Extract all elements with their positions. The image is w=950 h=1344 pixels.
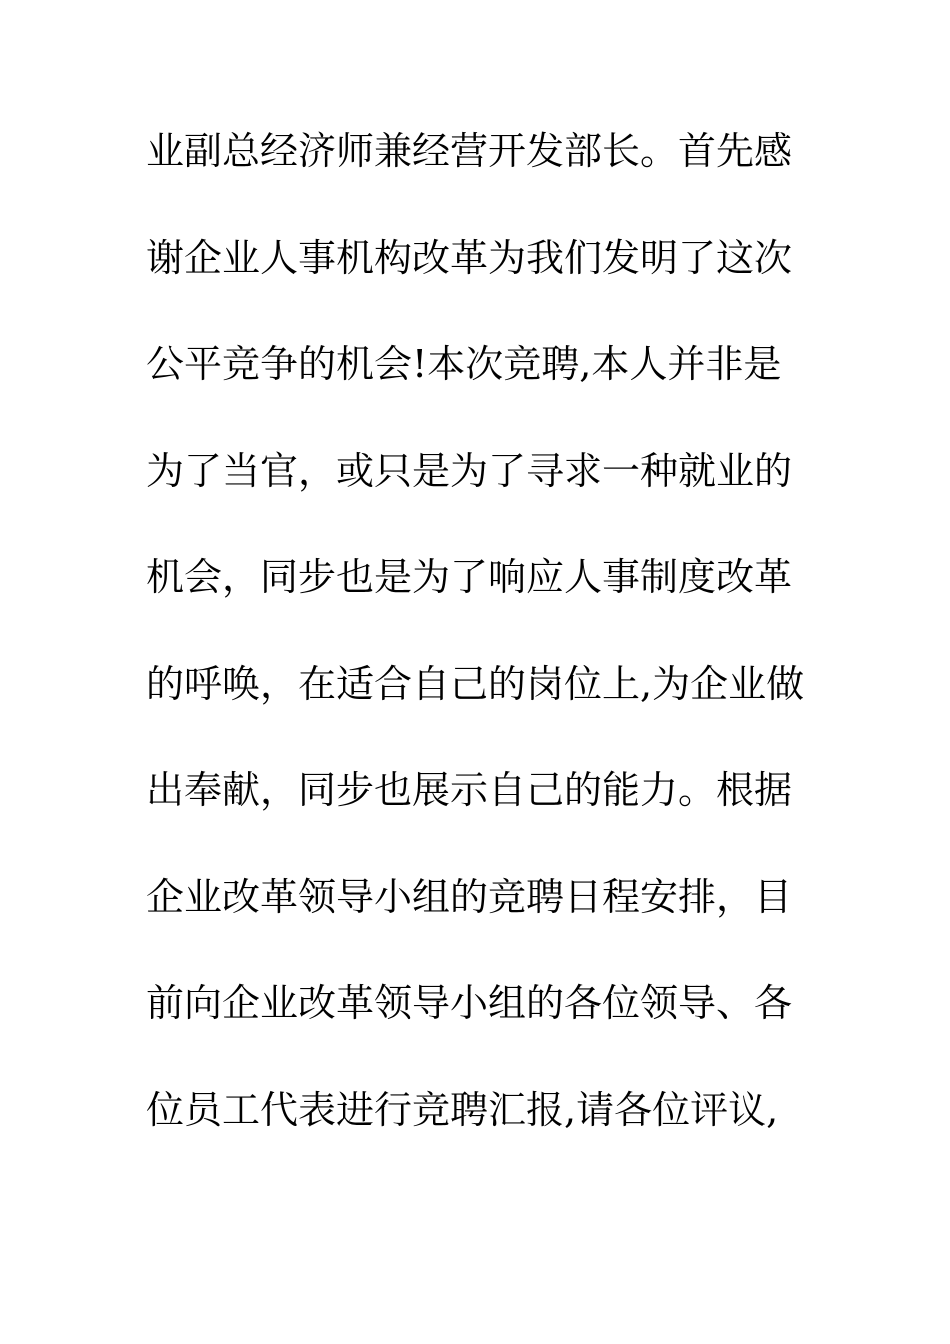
body-text [146,125,826,1190]
text-line: 为了当官，或只是为了寻求一种就业的 [146,448,793,493]
text-line: 的呼唤，在适合自己的岗位上,为企业做 [146,661,805,706]
text-line: 机会，同步也是为了响应人事制度改革 [146,555,793,599]
text-line: 出奉献，同步也展示自己的能力。根据 [146,768,793,812]
text-line: 公平竞争的机会!本次竞聘,本人并非是 [146,342,782,386]
text-line: 企业改革领导小组的竞聘日程安排，目 [146,874,793,919]
text-line: 业副总经济师兼经营开发部长。首先感 [146,129,793,173]
text-line: 前向企业改革领导小组的各位领导、各 [146,981,793,1025]
text-line: 谢企业人事机构改革为我们发明了这次 [146,235,793,280]
text-line: 位员工代表进行竞聘汇报,请各位评议, [146,1087,779,1132]
